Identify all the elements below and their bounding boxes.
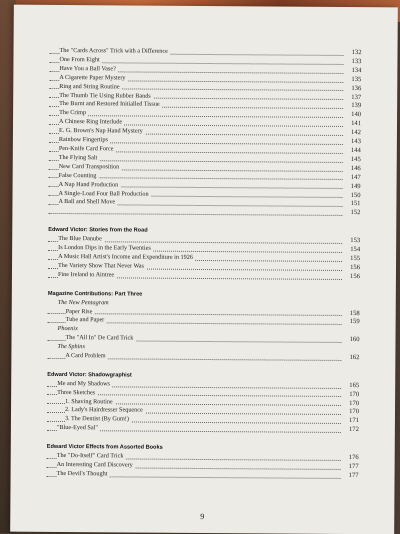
entry-title: Me and My Shadows: [57, 379, 110, 388]
entry-page-number: 154: [350, 246, 361, 254]
entry-page-number: 146: [350, 164, 361, 172]
entry-page-number: 145: [350, 155, 361, 163]
entry-title: The Variety Show That Never Was: [58, 261, 144, 270]
entry-page-number: 136: [351, 84, 362, 92]
section-title: Edward Victor Effects from Assorted Books: [46, 444, 163, 451]
entry-page-number: 139: [351, 102, 362, 110]
entry-page-number: 177: [348, 463, 359, 471]
entry-title: Fine Ireland to Aintree: [57, 270, 115, 279]
entry-page-number: 155: [350, 255, 361, 263]
entry-page-number: 143: [350, 138, 361, 146]
entry-page-number: 149: [350, 182, 361, 190]
entry-page-number: 132: [351, 49, 362, 57]
entry-title: 1. Shaving Routine: [65, 397, 113, 405]
entry-page-number: 150: [350, 191, 361, 199]
dot-leader: [48, 213, 342, 216]
entry-page-number: 140: [351, 111, 362, 119]
entry-title: The Thumb Tie Using Rubber Bands: [59, 91, 151, 100]
entry-page-number: 144: [350, 146, 361, 155]
publication-heading: The Sphinx: [57, 343, 86, 351]
entry-page-number: 165: [349, 381, 360, 389]
entry-page-number: 134: [351, 66, 362, 74]
entry-page-number: 176: [348, 454, 359, 462]
entry-title: Paper Rise: [65, 307, 93, 315]
entry-title: One From Eight: [59, 55, 100, 64]
entry-page-number: 137: [351, 93, 362, 101]
entry-title: The Devil's Thought: [56, 469, 108, 478]
entry-page-number: 147: [350, 173, 361, 181]
entry-title: "Blue-Eyed Sal": [56, 424, 98, 432]
entry-page-number: 153: [350, 237, 361, 245]
entry-page-number: 170: [349, 390, 360, 398]
section-title: Magazine Contributions: Part Three: [47, 290, 143, 298]
entry-title: The "Cards Across" Trick with a Difference: [59, 46, 168, 55]
entry-title: An Interesting Card Discovery: [56, 461, 133, 469]
entry-title: E. G. Brown's Nap Hand Mystery: [58, 127, 143, 135]
entry-title: Tube and Paper: [65, 316, 105, 324]
entry-page-number: 142: [351, 129, 361, 137]
entry-page-number: 141: [351, 120, 362, 128]
entry-title: Ring and String Routine: [59, 82, 120, 91]
entry-title: The Crimp: [59, 109, 87, 117]
entry-page-number: 170: [349, 408, 360, 416]
entry-page-number: 171: [349, 417, 359, 425]
entry-title: 2. Lady's Hairdresser Sequence: [64, 406, 143, 415]
page-number: 9: [200, 511, 205, 522]
entry-title: The "Do-Itself" Card Trick: [56, 452, 124, 460]
entry-title: Is London Dips in the Early Twenties: [58, 244, 151, 252]
entry-page-number: 135: [351, 75, 362, 83]
entry-page-number: 158: [349, 309, 360, 317]
entry-title: Have You a Ball Vase?: [59, 64, 116, 73]
entry-title: A Chinese Ring Interlude: [59, 118, 123, 126]
entry-page-number: 152: [350, 209, 361, 217]
section-title: Edward Victor: Shadowgraphist: [47, 371, 132, 379]
entry-page-number: 172: [348, 426, 359, 434]
entry-title: A Cigarette Paper Mystery: [59, 73, 126, 82]
entry-title: A Nap Hand Production: [58, 180, 119, 188]
entry-title: False Counting: [58, 171, 97, 179]
entry-title: A Card Problem: [65, 351, 106, 360]
entry-title: Rainbow Fingertips: [58, 136, 108, 144]
entry-title: A Music Hall Artist's Income and Expenditure in 1926: [58, 253, 193, 261]
entry-page-number: 133: [351, 57, 362, 66]
entry-title: The "All In" De Card Trick: [65, 334, 134, 342]
book-page: [10, 5, 398, 534]
entry-title: The Burnt and Restored Initialled Tissue: [59, 100, 160, 109]
entry-page-number: 162: [349, 353, 360, 361]
entry-title: A Single-Load Four Ball Production: [58, 189, 149, 198]
entry-page-number: 159: [349, 318, 360, 326]
entry-title: Three Sketches: [57, 388, 96, 396]
entry-title: The Flying Salt: [58, 153, 98, 162]
entry-page-number: 156: [350, 263, 361, 272]
entry-page-number: 160: [349, 336, 360, 344]
section-title: Edward Victor: Stories from the Road: [48, 227, 148, 234]
entry-page-number: 151: [350, 200, 361, 208]
entry-page-number: 156: [350, 272, 360, 280]
entry-title: Pen-Knife Card Force: [58, 144, 114, 153]
table-of-contents: [47, 47, 364, 481]
publication-heading: The New Pentagram: [57, 298, 109, 307]
entry-page-number: 177: [348, 472, 359, 480]
entry-title: The Blue Danube: [58, 235, 102, 243]
entry-title: New Card Transposition: [58, 162, 120, 171]
entry-page-number: 170: [349, 399, 360, 407]
publication-heading: Phoenix: [57, 325, 78, 333]
entry-title: A Ball and Shell Move: [58, 198, 116, 206]
entry-title: 3. The Dentist (By Gum!): [64, 415, 129, 423]
toc-entry: [47, 470, 361, 481]
